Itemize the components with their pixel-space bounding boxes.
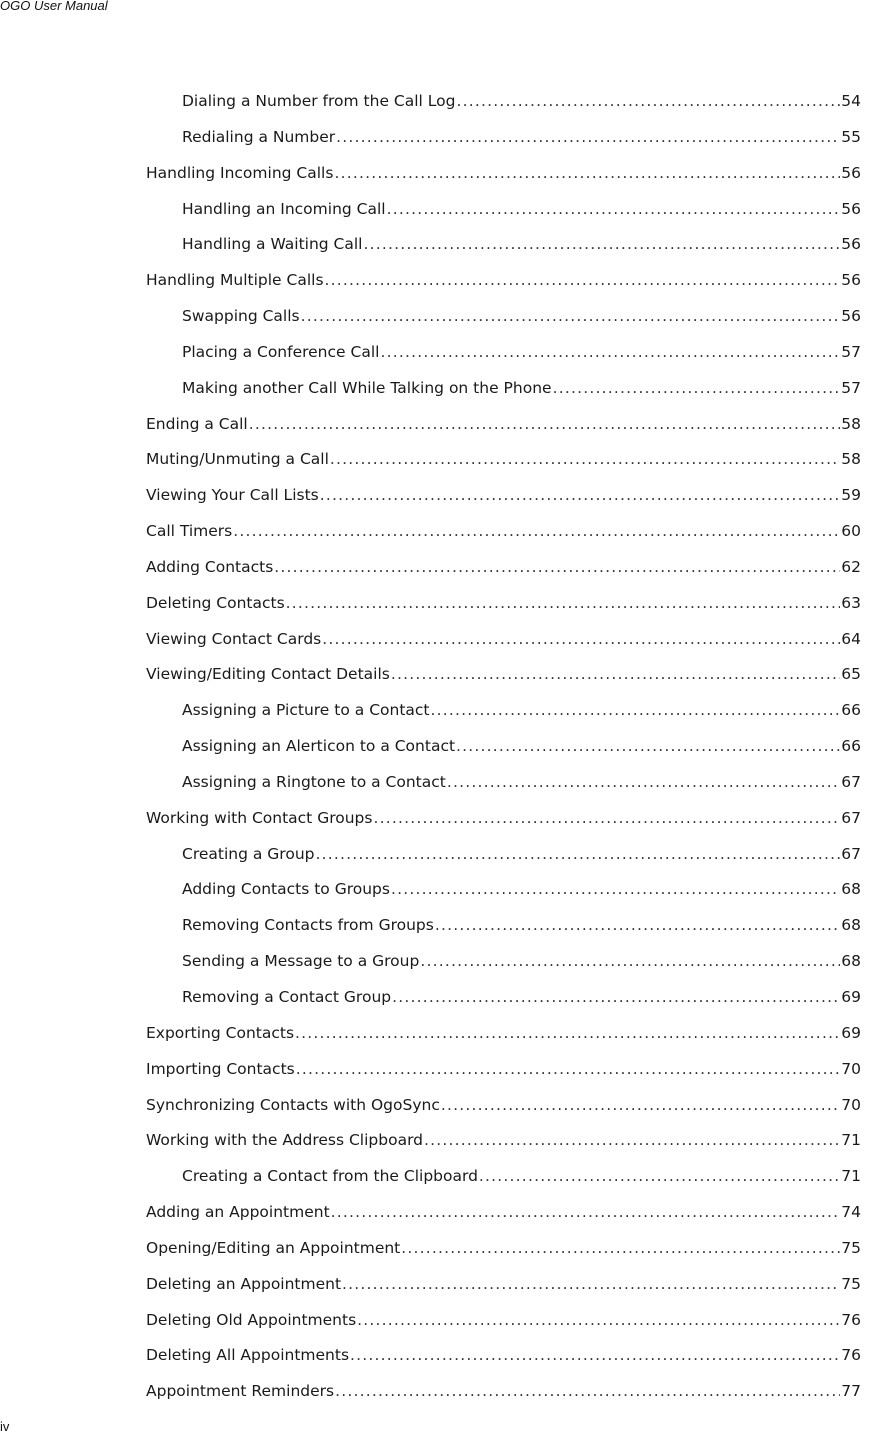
toc-entry-title: Viewing/Editing Contact Details [146, 665, 390, 683]
dot-leader [424, 1130, 840, 1150]
dot-leader [441, 1095, 840, 1115]
toc-entry-page: 67 [841, 809, 861, 827]
toc-entry-title: Adding Contacts [146, 558, 274, 576]
toc-entry[interactable] [146, 664, 861, 684]
toc-entry-title: Removing a Contact Group [182, 988, 392, 1006]
dot-leader [350, 1345, 840, 1365]
toc-entry-page: 57 [841, 343, 861, 361]
toc-entry[interactable] [146, 1381, 861, 1401]
toc-entry-page: 67 [841, 845, 861, 863]
dot-leader [233, 521, 840, 541]
toc-entry-page: 56 [841, 271, 861, 289]
toc-entry-page: 65 [841, 665, 861, 683]
toc-entry-title: Ending a Call [146, 415, 248, 433]
toc-entry[interactable] [182, 951, 861, 971]
toc-entry-title: Working with Contact Groups [146, 809, 373, 827]
toc-entry[interactable] [146, 1238, 861, 1258]
toc-entry-page: 66 [841, 701, 861, 719]
dot-leader [391, 879, 840, 899]
toc-entry[interactable] [146, 485, 861, 505]
page-number: iv [0, 1419, 10, 1434]
toc-entry[interactable] [146, 449, 861, 469]
running-header: OGO User Manual [0, 0, 108, 13]
dot-leader [320, 485, 841, 505]
toc-entry[interactable] [146, 1059, 861, 1079]
dot-leader [431, 700, 841, 720]
dot-leader [335, 1381, 840, 1401]
dot-leader [315, 844, 840, 864]
dot-leader [286, 593, 841, 613]
toc-entry-title: Handling Multiple Calls [146, 271, 324, 289]
toc-entry-title: Handling an Incoming Call [182, 200, 386, 218]
toc-entry-page: 62 [841, 558, 861, 576]
dot-leader [301, 306, 841, 326]
toc-entry-page: 63 [841, 594, 861, 612]
toc-entry-page: 69 [841, 1024, 861, 1042]
toc-entry[interactable] [182, 91, 861, 111]
dot-leader [334, 163, 840, 183]
toc-entry-title: Appointment Reminders [146, 1382, 335, 1400]
toc-entry-title: Muting/Unmuting a Call [146, 450, 329, 468]
toc-entry-title: Assigning an Alerticon to a Contact [182, 737, 456, 755]
toc-entry-title: Deleting All Appointments [146, 1346, 350, 1364]
toc-entry[interactable] [182, 700, 861, 720]
toc-entry-title: Deleting Contacts [146, 594, 285, 612]
toc-entry-title: Exporting Contacts [146, 1024, 295, 1042]
toc-entry[interactable] [182, 378, 861, 398]
toc-entry-page: 71 [841, 1131, 861, 1149]
dot-leader [330, 449, 840, 469]
toc-entry-page: 55 [841, 128, 861, 146]
dot-leader [322, 629, 840, 649]
dot-leader [336, 127, 840, 147]
toc-entry-title: Adding Contacts to Groups [182, 880, 390, 898]
toc-entry[interactable] [182, 915, 861, 935]
dot-leader [392, 987, 840, 1007]
toc-entry-page: 75 [841, 1239, 861, 1257]
toc-entry-title: Viewing Your Call Lists [146, 486, 319, 504]
dot-leader [479, 1166, 840, 1186]
toc-entry-page: 71 [841, 1167, 861, 1185]
dot-leader [447, 772, 840, 792]
toc-entry[interactable] [146, 1130, 861, 1150]
toc-entry-page: 56 [841, 164, 861, 182]
dot-leader [435, 915, 840, 935]
toc-entry[interactable] [146, 808, 861, 828]
dot-leader [342, 1274, 840, 1294]
toc-entry[interactable] [146, 593, 861, 613]
toc-entry-page: 68 [841, 916, 861, 934]
toc-entry[interactable] [146, 1202, 861, 1222]
toc-entry-page: 57 [841, 379, 861, 397]
dot-leader [249, 414, 841, 434]
toc-entry-title: Handling a Waiting Call [182, 235, 363, 253]
toc-entry-title: Synchronizing Contacts with OgoSync [146, 1096, 440, 1114]
toc-entry-title: Deleting an Appointment [146, 1275, 342, 1293]
toc-entry-page: 68 [841, 880, 861, 898]
toc-entry[interactable] [182, 306, 861, 326]
dot-leader [456, 736, 840, 756]
toc-entry[interactable] [182, 127, 861, 147]
toc-entry-title: Handling Incoming Calls [146, 164, 334, 182]
toc-entry[interactable] [146, 1023, 861, 1043]
toc-entry[interactable] [146, 1274, 861, 1294]
toc-entry[interactable] [146, 1310, 861, 1330]
toc-entry[interactable] [146, 1345, 861, 1365]
dot-leader [331, 1202, 841, 1222]
toc-entry-page: 56 [841, 307, 861, 325]
toc-entry[interactable] [146, 557, 861, 577]
toc-entry[interactable] [182, 987, 861, 1007]
toc-entry[interactable] [182, 736, 861, 756]
toc-entry-title: Placing a Conference Call [182, 343, 380, 361]
toc-entry[interactable] [182, 879, 861, 899]
dot-leader [387, 199, 841, 219]
toc-entry[interactable] [146, 414, 861, 434]
toc-entry-page: 56 [841, 200, 861, 218]
toc-entry[interactable] [182, 844, 861, 864]
toc-entry-title: Viewing Contact Cards [146, 630, 322, 648]
toc-entry[interactable] [182, 342, 861, 362]
toc-entry-page: 67 [841, 773, 861, 791]
dot-leader [274, 557, 840, 577]
toc-entry-title: Call Timers [146, 522, 233, 540]
toc-entry-title: Assigning a Picture to a Contact [182, 701, 430, 719]
toc-entry[interactable] [146, 629, 861, 649]
toc-entry-title: Removing Contacts from Groups [182, 916, 434, 934]
toc-entry[interactable] [146, 163, 861, 183]
toc-entry-page: 66 [841, 737, 861, 755]
toc-entry-page: 70 [841, 1060, 861, 1078]
toc-entry-title: Swapping Calls [182, 307, 300, 325]
toc-entry[interactable] [182, 772, 861, 792]
toc-entry-page: 56 [841, 235, 861, 253]
toc-entry-title: Opening/Editing an Appointment [146, 1239, 401, 1257]
toc-entry-page: 68 [841, 952, 861, 970]
dot-leader [456, 91, 840, 111]
toc-entry-title: Making another Call While Talking on the Phone [182, 379, 552, 397]
dot-leader [325, 270, 841, 290]
toc-entry-title: Importing Contacts [146, 1060, 295, 1078]
toc-entry-page: 60 [841, 522, 861, 540]
dot-leader [364, 234, 841, 254]
toc-entry[interactable] [182, 199, 861, 219]
toc-entry-title: Deleting Old Appointments [146, 1311, 357, 1329]
toc-entry-page: 58 [841, 415, 861, 433]
toc-entry[interactable] [146, 270, 861, 290]
dot-leader [373, 808, 840, 828]
dot-leader [357, 1310, 840, 1330]
toc-entry-title: Redialing a Number [182, 128, 336, 146]
toc-entry-page: 76 [841, 1346, 861, 1364]
dot-leader [295, 1023, 840, 1043]
toc-entry-title: Creating a Contact from the Clipboard [182, 1167, 478, 1185]
toc-entry-page: 77 [841, 1382, 861, 1400]
toc-entry-page: 69 [841, 988, 861, 1006]
toc-entry[interactable] [146, 521, 861, 541]
toc-entry-page: 75 [841, 1275, 861, 1293]
toc-entry[interactable] [146, 1095, 861, 1115]
toc-entry-title: Sending a Message to a Group [182, 952, 420, 970]
toc-entry-page: 58 [841, 450, 861, 468]
toc-entry[interactable] [182, 234, 861, 254]
toc-entry-page: 76 [841, 1311, 861, 1329]
dot-leader [380, 342, 840, 362]
toc-entry-title: Assigning a Ringtone to a Contact [182, 773, 446, 791]
toc-entry-page: 70 [841, 1096, 861, 1114]
toc-entry-title: Adding an Appointment [146, 1203, 330, 1221]
dot-leader [401, 1238, 840, 1258]
dot-leader [420, 951, 840, 971]
dot-leader [391, 664, 840, 684]
toc-entry-page: 64 [841, 630, 861, 648]
dot-leader [553, 378, 841, 398]
toc-entry-title: Dialing a Number from the Call Log [182, 92, 456, 110]
toc-entry-page: 74 [841, 1203, 861, 1221]
toc-entry-page: 59 [841, 486, 861, 504]
toc-entry-title: Creating a Group [182, 845, 315, 863]
dot-leader [296, 1059, 841, 1079]
toc-entry-page: 54 [841, 92, 861, 110]
toc-entry[interactable] [182, 1166, 861, 1186]
toc-entry-title: Working with the Address Clipboard [146, 1131, 424, 1149]
